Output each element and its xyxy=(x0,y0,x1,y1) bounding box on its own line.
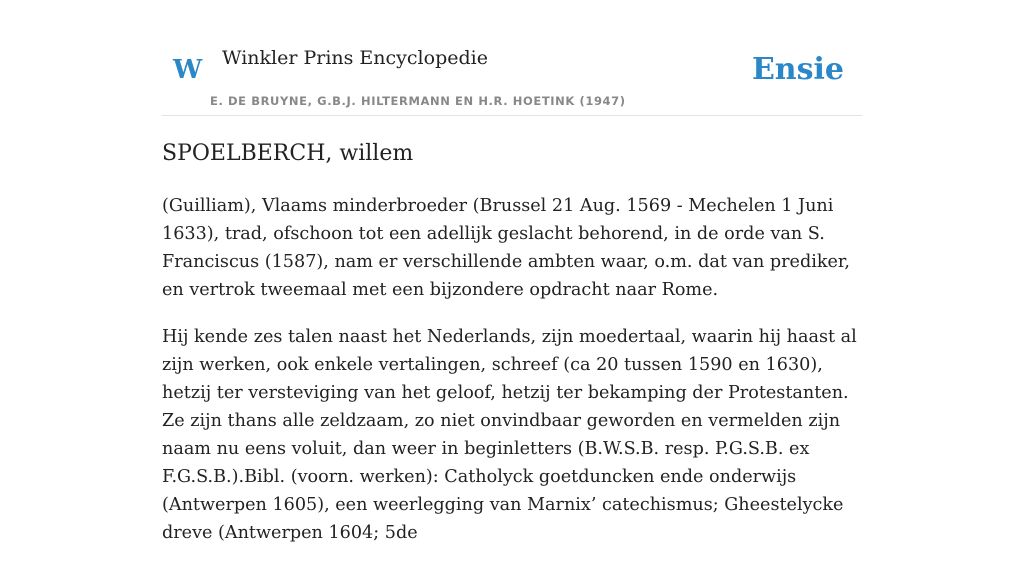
article-paragraph: (Guilliam), Vlaams minderbroeder (Brussel 21 Aug. 1569 - Mechelen 1 Juni 1633), trad, ofschoon tot een adellijk geslacht behorend, in de orde van S. Franciscus (1587), nam er verschillende ambten waar, o.m. dat van prediker, en vertrok tweemaal met een bijzondere opdracht naar Rome. xyxy=(162,196,850,300)
publication-logo-icon[interactable]: W xyxy=(173,55,203,85)
article-paragraph: Hij kende zes talen naast het Nederlands, zijn moedertaal, waarin hij haast al zijn werken, ook enkele vertalingen, schreef (ca 20 tussen 1590 en 1630), hetzij ter versteviging van het geloof, hetzij ter bekamping der Protestanten. Ze zijn thans alle zeldzaam, zo niet onvindbaar geworden en vermelden zijn naam nu eens voluit, dan weer in beginletters (B.W.S.B. resp. P.G.S.B. ex F.G.S.B.).Bibl. (voorn. werken): Catholyck goetduncken ende onderwijs (Antwerpen 1605), een weerlegging van Marnix’ catechismus; Gheestelycke dreve (Antwerpen 1604; 5de xyxy=(162,327,857,543)
article-title: SPOELBERCH, willem xyxy=(162,141,414,166)
article-body xyxy=(162,192,862,566)
ensie-logo[interactable]: Ensie xyxy=(751,52,844,87)
publication-title[interactable]: Winkler Prins Encyclopedie xyxy=(222,47,488,69)
publication-authors: E. DE BRUYNE, G.B.J. HILTERMANN EN H.R. HOETINK (1947) xyxy=(210,94,626,108)
site-header xyxy=(162,0,862,116)
